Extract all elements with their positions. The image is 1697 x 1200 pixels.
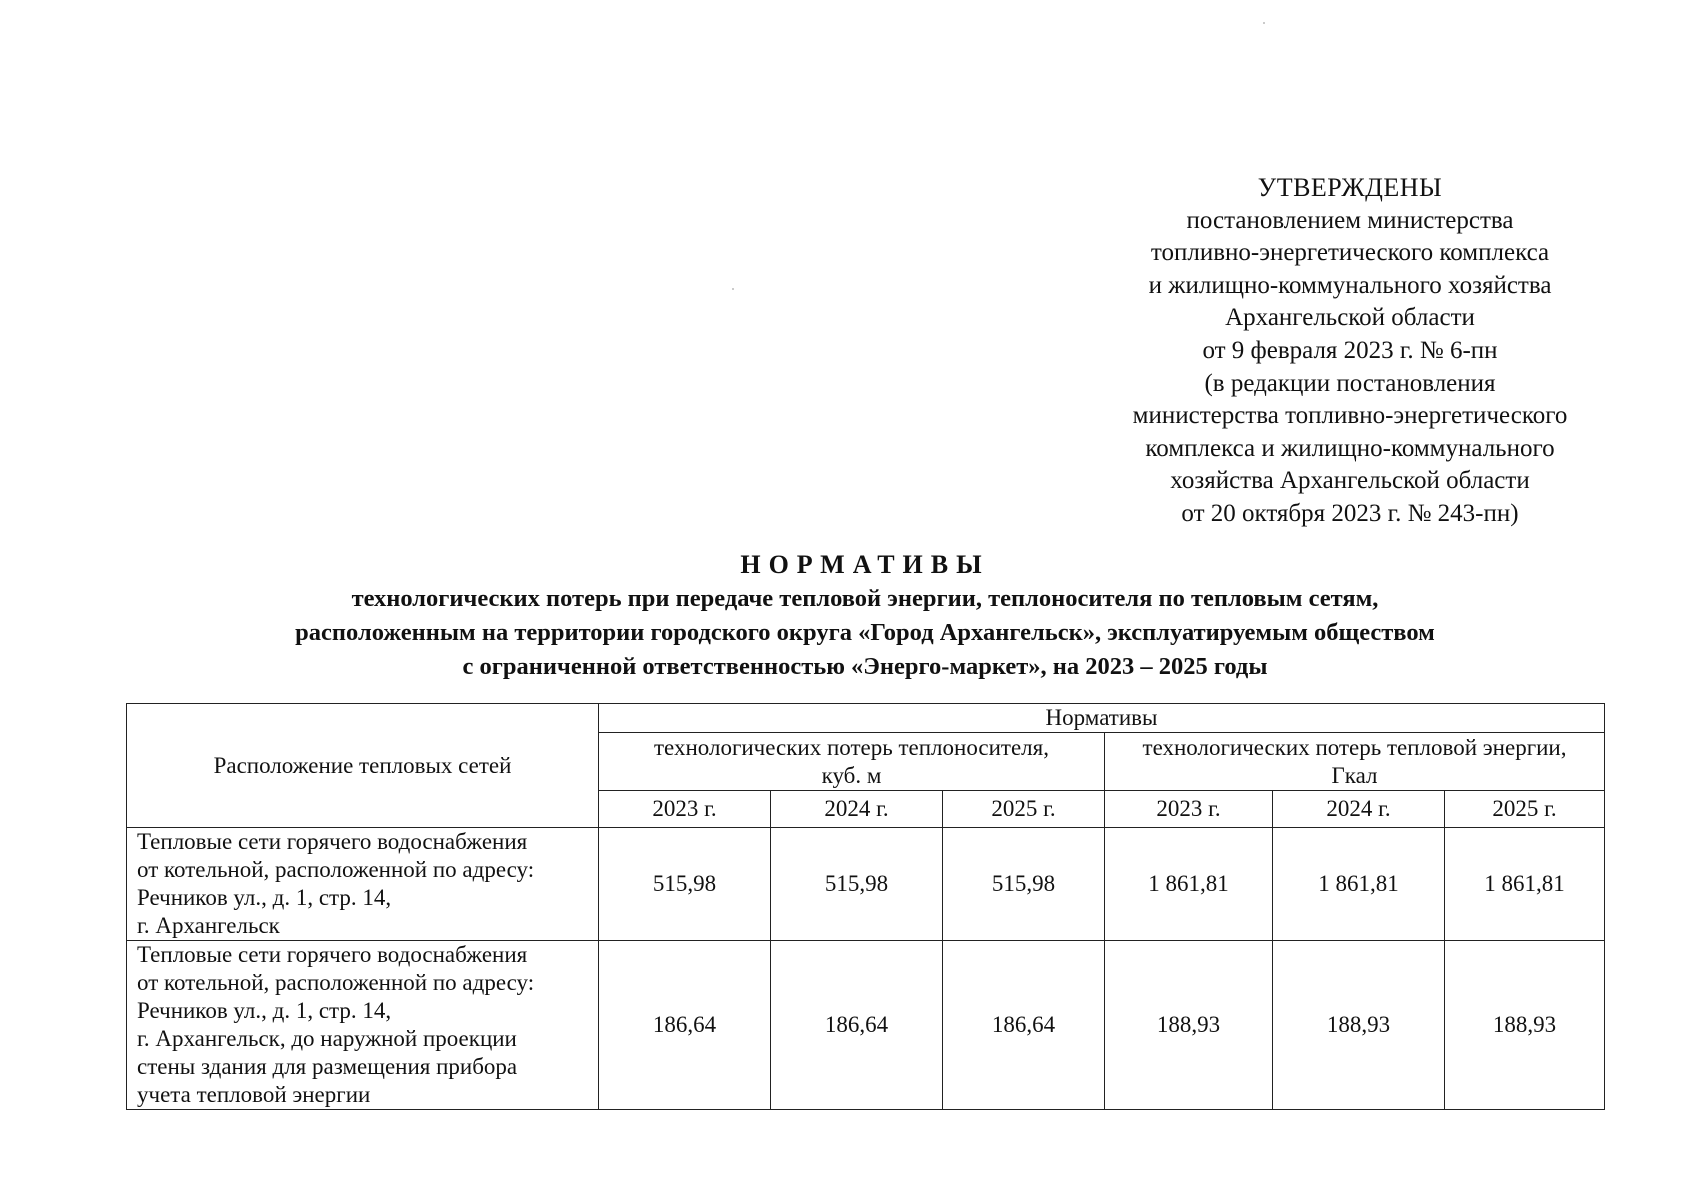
approval-line: Архангельской области (1225, 304, 1475, 332)
value-cell: 1 861,81 (1273, 828, 1445, 941)
table-row (127, 828, 1605, 941)
location-line: Тепловые сети горячего водоснабжения (137, 942, 528, 967)
norms-header: Нормативы (599, 704, 1605, 733)
value-cell: 188,93 (1273, 941, 1445, 1110)
scan-speck (1263, 22, 1265, 24)
approval-line: от 20 октября 2023 г. № 243-пн) (1181, 499, 1519, 527)
location-line: Тепловые сети горячего водоснабжения (137, 829, 528, 854)
approval-heading: УТВЕРЖДЕНЫ (1257, 173, 1443, 202)
table-row (127, 941, 1605, 1110)
value-cell: 515,98 (599, 828, 771, 941)
value-cell: 1 861,81 (1445, 828, 1605, 941)
location-cell (127, 941, 599, 1110)
location-header: Расположение тепловых сетей (127, 704, 599, 828)
approval-line: от 9 февраля 2023 г. № 6-пн (1202, 336, 1498, 364)
location-line: учета тепловой энергии (137, 1082, 371, 1107)
value-cell: 515,98 (771, 828, 943, 941)
value-cell: 188,93 (1445, 941, 1605, 1110)
approval-line: (в редакции постановления (1204, 369, 1496, 397)
approval-stamp-block (1080, 172, 1620, 531)
header-line: куб. м (821, 762, 882, 788)
header-line: технологических потерь теплоносителя, (654, 734, 1049, 760)
coolant-losses-header (599, 733, 1105, 791)
location-line: г. Архангельск (137, 913, 280, 938)
heat-energy-losses-header (1105, 733, 1605, 791)
location-line: г. Архангельск, до наружной проекции (137, 1026, 517, 1051)
year-header: 2024 г. (771, 791, 943, 828)
value-cell: 186,64 (599, 941, 771, 1110)
value-cell: 186,64 (943, 941, 1105, 1110)
approval-line: хозяйства Архангельской области (1170, 467, 1530, 495)
title-subline: с ограниченной ответственностью «Энерго-маркет», на 2023 – 2025 годы (462, 653, 1268, 680)
document-title (100, 548, 1630, 684)
title-subline: технологических потерь при передаче тепловой энергии, теплоносителя по тепловым сетям, (351, 585, 1379, 612)
value-cell: 186,64 (771, 941, 943, 1110)
year-header: 2024 г. (1273, 791, 1445, 828)
year-header: 2023 г. (1105, 791, 1273, 828)
title-main: НОРМАТИВЫ (740, 550, 990, 579)
title-subline: расположенным на территории городского округа «Город Архангельск», эксплуатируемым обществом (295, 619, 1435, 646)
value-cell: 188,93 (1105, 941, 1273, 1110)
location-line: Речников ул., д. 1, стр. 14, (137, 885, 392, 910)
location-line: стены здания для размещения прибора (137, 1054, 518, 1079)
scan-speck (732, 288, 734, 290)
year-header: 2025 г. (943, 791, 1105, 828)
value-cell: 1 861,81 (1105, 828, 1273, 941)
approval-line: постановлением министерства (1186, 206, 1514, 234)
header-line: технологических потерь тепловой энергии, (1142, 734, 1567, 760)
value-cell: 515,98 (943, 828, 1105, 941)
approval-line: топливно-энергетического комплекса (1150, 239, 1550, 267)
location-cell (127, 828, 599, 941)
approval-line: министерства топливно-энергетического (1132, 402, 1568, 430)
approval-line: комплекса и жилищно-коммунального (1145, 434, 1555, 462)
header-line: Гкал (1331, 762, 1378, 788)
norms-table (126, 703, 1605, 1110)
year-header: 2025 г. (1445, 791, 1605, 828)
year-header: 2023 г. (599, 791, 771, 828)
approval-line: и жилищно-коммунального хозяйства (1148, 271, 1552, 299)
location-line: Речников ул., д. 1, стр. 14, (137, 998, 392, 1023)
location-line: от котельной, расположенной по адресу: (137, 970, 535, 995)
location-line: от котельной, расположенной по адресу: (137, 857, 535, 882)
